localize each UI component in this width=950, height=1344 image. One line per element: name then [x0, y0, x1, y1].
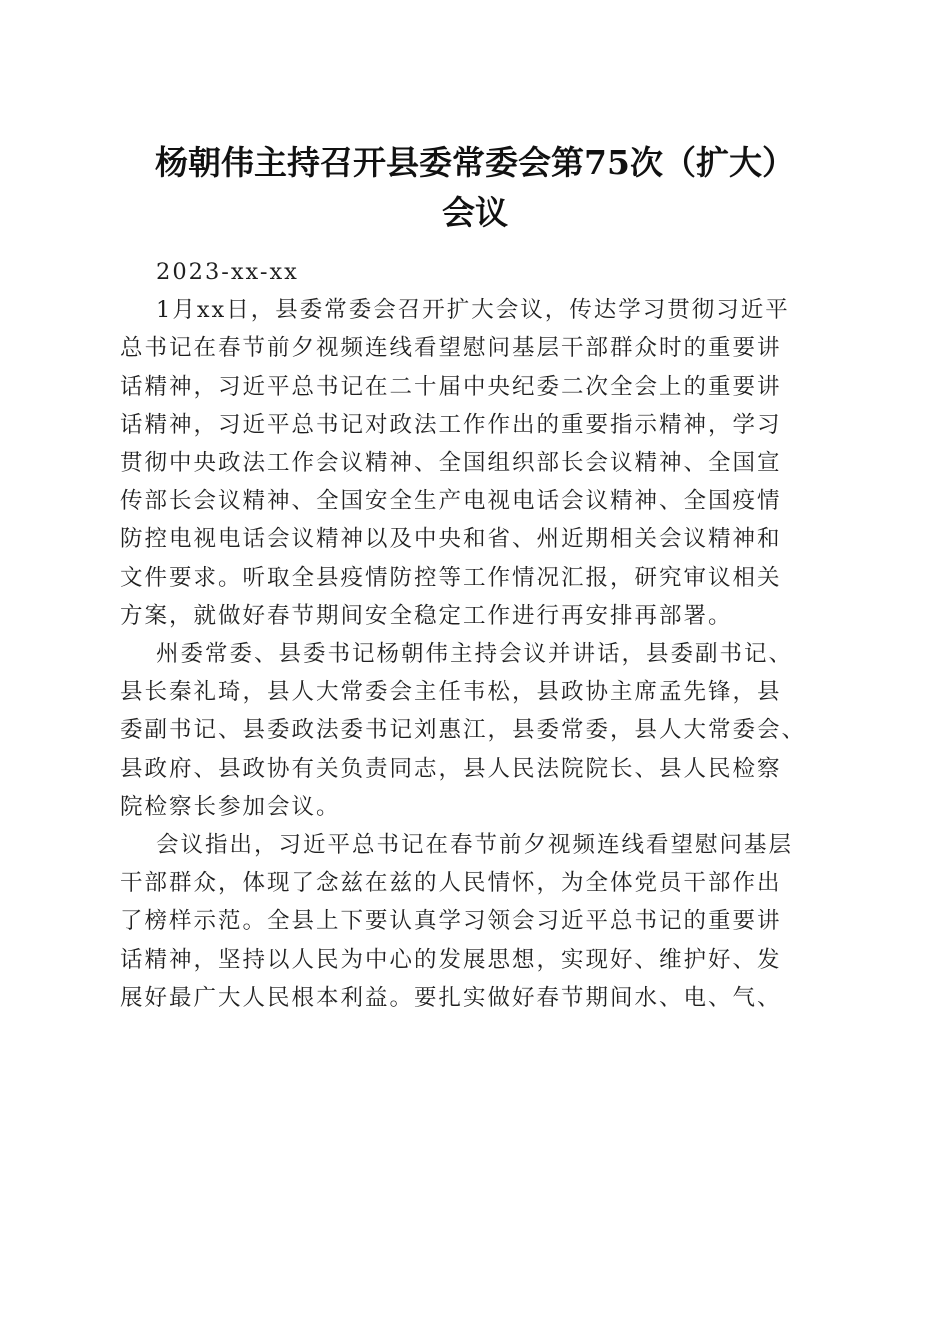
text-line: 会议指出，习近平总书记在春节前夕视频连线看望慰问基层: [156, 832, 794, 859]
text-line: 文件要求。听取全县疫情防控等工作情况汇报，研究审议相关: [120, 564, 782, 591]
text-line: 县长秦礼琦，县人大常委会主任韦松，县政协主席孟先锋，县: [120, 679, 782, 706]
text-line: 委副书记、县委政法委书记刘惠江，县委常委，县人大常委会、: [120, 717, 807, 744]
document-title: [100, 138, 850, 238]
text-line: 话精神，习近平总书记在二十届中央纪委二次全会上的重要讲: [120, 373, 782, 400]
text-line: 1月xx日，县委常委会召开扩大会议，传达学习贯彻习近平: [156, 297, 790, 324]
text-line: 防控电视电话会议精神以及中央和省、州近期相关会议精神和: [120, 526, 782, 553]
text-line: 县政府、县政协有关负责同志，县人民法院院长、县人民检察: [120, 755, 782, 782]
text-line: 传部长会议精神、全国安全生产电视电话会议精神、全国疫情: [120, 488, 782, 515]
text-line: 干部群众，体现了念兹在兹的人民情怀，为全体党员干部作出: [120, 870, 782, 897]
paragraph-1: [120, 291, 832, 635]
text-line: 方案，就做好春节期间安全稳定工作进行再安排再部署。: [120, 602, 733, 629]
title-line-1: 杨朝伟主持召开县委常委会第75次（扩大）: [155, 143, 795, 182]
text-line: 贯彻中央政法工作会议精神、全国组织部长会议精神、全国宣: [120, 450, 782, 477]
text-line: 总书记在春节前夕视频连线看望慰问基层干部群众时的重要讲: [120, 335, 782, 362]
title-line-2: 会议: [442, 193, 508, 232]
date-line: 2023-xx-xx: [156, 259, 299, 285]
paragraph-3: [120, 826, 832, 1017]
text-line: 话精神，习近平总书记对政法工作作出的重要指示精神，学习: [120, 411, 782, 438]
text-line: 展好最广大人民根本利益。要扎实做好春节期间水、电、气、: [120, 984, 782, 1011]
text-line: 州委常委、县委书记杨朝伟主持会议并讲话，县委副书记、: [156, 641, 794, 668]
text-line: 了榜样示范。全县上下要认真学习领会习近平总书记的重要讲: [120, 908, 782, 935]
text-line: 院检察长参加会议。: [120, 793, 341, 820]
text-line: 话精神，坚持以人民为中心的发展思想，实现好、维护好、发: [120, 946, 782, 973]
document-body: [120, 253, 832, 1017]
paragraph-2: [120, 635, 832, 826]
